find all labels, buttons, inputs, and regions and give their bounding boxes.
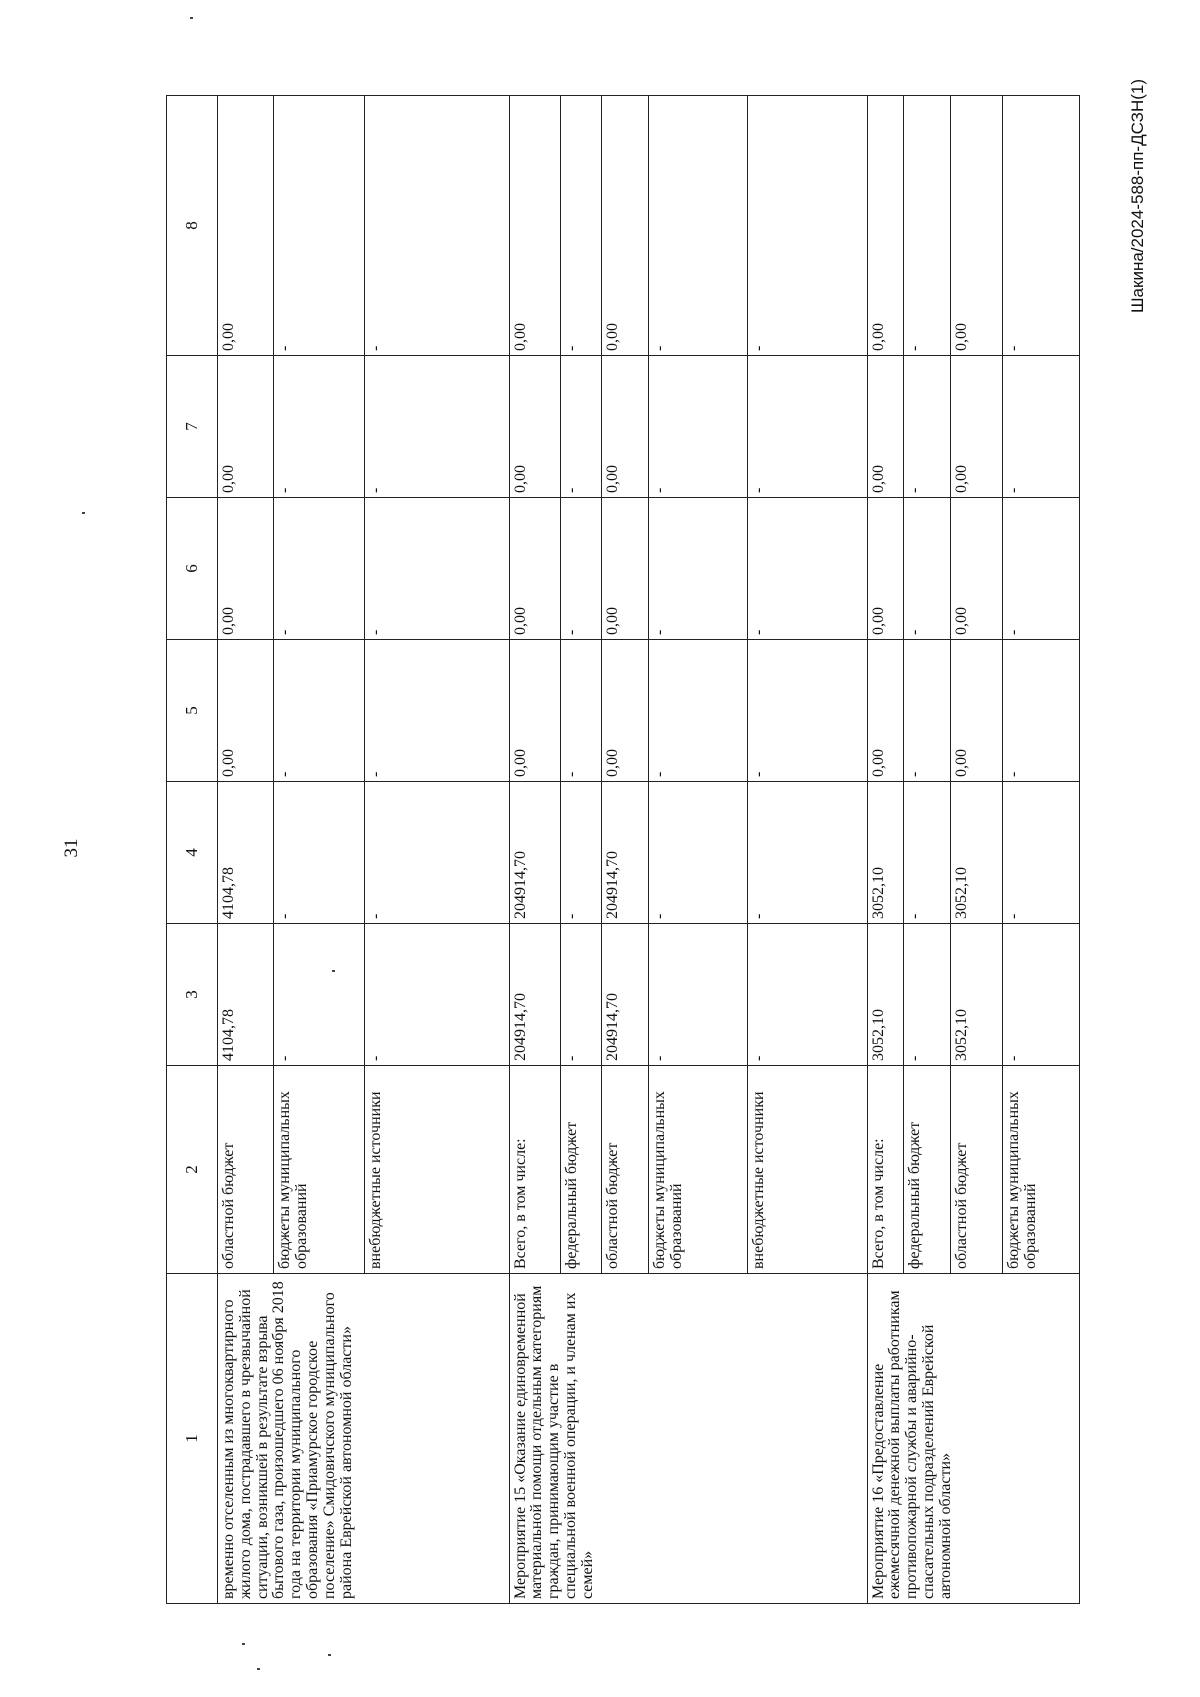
value-cell: -	[747, 640, 867, 782]
page-number: 31	[61, 838, 82, 858]
scan-speck	[82, 512, 85, 514]
value-cell: 204914,70	[509, 924, 560, 1066]
value-cell: -	[1002, 924, 1079, 1066]
value-cell: -	[364, 498, 509, 640]
value-cell: 0,00	[951, 640, 1002, 782]
value-cell: -	[561, 782, 602, 924]
value-cell: -	[904, 356, 951, 498]
measure-description: временно отселенным из многоквартирного жилого дома, пострадавшего в чрезвычайной ситуации, возникшей в результате взрыва бытового газа, произошедшего 06 ноября 2018 года на территории муниципального образования «Приамурское городское поселение» Смидовичского муниципального района Еврейской автономной области»	[218, 1274, 510, 1604]
budget-table	[166, 95, 1080, 1604]
value-cell: -	[648, 356, 747, 498]
value-cell: 204914,70	[601, 924, 648, 1066]
value-cell: -	[561, 96, 602, 356]
value-cell: 0,00	[218, 498, 274, 640]
funding-source: бюджеты муниципальных образований	[1002, 1066, 1079, 1274]
value-cell: 0,00	[867, 356, 903, 498]
value-cell: -	[904, 924, 951, 1066]
value-cell: -	[364, 640, 509, 782]
value-cell: 3052,10	[951, 924, 1002, 1066]
footer-document-code: Шакина/2024-588-пп-ДСЗН(1)	[1128, 78, 1147, 314]
value-cell: -	[364, 924, 509, 1066]
value-cell: 0,00	[509, 498, 560, 640]
value-cell: -	[273, 640, 364, 782]
header-cell: 5	[167, 640, 218, 782]
value-cell: 0,00	[601, 640, 648, 782]
value-cell: -	[273, 924, 364, 1066]
value-cell: -	[1002, 782, 1079, 924]
value-cell: -	[273, 782, 364, 924]
value-cell: 0,00	[218, 640, 274, 782]
value-cell: 4104,78	[218, 782, 274, 924]
value-cell: -	[561, 924, 602, 1066]
value-cell: 0,00	[218, 356, 274, 498]
value-cell: 204914,70	[509, 782, 560, 924]
value-cell: -	[648, 640, 747, 782]
header-cell: 3	[167, 924, 218, 1066]
funding-source: внебюджетные источники	[747, 1066, 867, 1274]
value-cell: 0,00	[601, 96, 648, 356]
value-cell: 204914,70	[601, 782, 648, 924]
header-cell: 8	[167, 96, 218, 356]
value-cell: 0,00	[601, 498, 648, 640]
value-cell: -	[1002, 498, 1079, 640]
value-cell: 0,00	[951, 356, 1002, 498]
rotated-table-container	[166, 96, 1080, 1604]
value-cell: -	[648, 924, 747, 1066]
header-cell: 4	[167, 782, 218, 924]
value-cell: -	[561, 498, 602, 640]
value-cell: -	[904, 498, 951, 640]
scan-speck	[328, 1654, 331, 1656]
value-cell: -	[1002, 356, 1079, 498]
measure-description: Мероприятие 16 «Предоставление ежемесячной денежной выплаты работникам противопожарной службы и аварийно-спасательных подразделений Еврейской автономной области»	[867, 1274, 1079, 1604]
funding-source: Всего, в том числе:	[509, 1066, 560, 1274]
value-cell: -	[747, 96, 867, 356]
value-cell: -	[364, 96, 509, 356]
value-cell: 0,00	[867, 640, 903, 782]
value-cell: -	[273, 356, 364, 498]
funding-source: бюджеты муниципальных образований	[273, 1066, 364, 1274]
value-cell: 0,00	[951, 96, 1002, 356]
scan-speck	[257, 1668, 260, 1670]
value-cell: 4104,78	[218, 924, 274, 1066]
value-cell: 0,00	[509, 356, 560, 498]
value-cell: 0,00	[509, 640, 560, 782]
value-cell: 0,00	[218, 96, 274, 356]
value-cell: -	[648, 96, 747, 356]
value-cell: 0,00	[601, 356, 648, 498]
measure-description: Мероприятие 15 «Оказание единовременной материальной помощи отдельным категориям граждан, принимающим участие в специальной военной операции, и членам их семей»	[509, 1274, 867, 1604]
value-cell: 3052,10	[951, 782, 1002, 924]
table-row	[218, 96, 274, 1604]
value-cell: 3052,10	[867, 924, 903, 1066]
funding-source: внебюджетные источники	[364, 1066, 509, 1274]
value-cell: -	[1002, 640, 1079, 782]
value-cell: -	[904, 782, 951, 924]
table-row	[867, 96, 903, 1604]
funding-source: областной бюджет	[951, 1066, 1002, 1274]
header-cell: 1	[167, 1274, 218, 1604]
value-cell: -	[747, 356, 867, 498]
value-cell: 0,00	[867, 498, 903, 640]
value-cell: -	[561, 640, 602, 782]
value-cell: -	[648, 782, 747, 924]
value-cell: -	[904, 640, 951, 782]
header-cell: 6	[167, 498, 218, 640]
value-cell: -	[364, 782, 509, 924]
value-cell: -	[747, 498, 867, 640]
funding-source: федеральный бюджет	[561, 1066, 602, 1274]
scan-speck	[242, 1643, 245, 1645]
value-cell: 0,00	[867, 96, 903, 356]
value-cell: -	[561, 356, 602, 498]
value-cell: 0,00	[509, 96, 560, 356]
value-cell: -	[904, 96, 951, 356]
value-cell: -	[648, 498, 747, 640]
header-cell: 2	[167, 1066, 218, 1274]
scan-speck	[190, 17, 193, 19]
funding-source: областной бюджет	[601, 1066, 648, 1274]
value-cell: -	[364, 356, 509, 498]
funding-source: бюджеты муниципальных образований	[648, 1066, 747, 1274]
funding-source: федеральный бюджет	[904, 1066, 951, 1274]
value-cell: -	[747, 782, 867, 924]
funding-source: областной бюджет	[218, 1066, 274, 1274]
value-cell: -	[747, 924, 867, 1066]
table-row	[509, 96, 560, 1604]
value-cell: -	[273, 96, 364, 356]
header-cell: 7	[167, 356, 218, 498]
value-cell: 3052,10	[867, 782, 903, 924]
value-cell: 0,00	[951, 498, 1002, 640]
header-row	[167, 96, 218, 1604]
funding-source: Всего, в том числе:	[867, 1066, 903, 1274]
value-cell: -	[273, 498, 364, 640]
value-cell: -	[1002, 96, 1079, 356]
